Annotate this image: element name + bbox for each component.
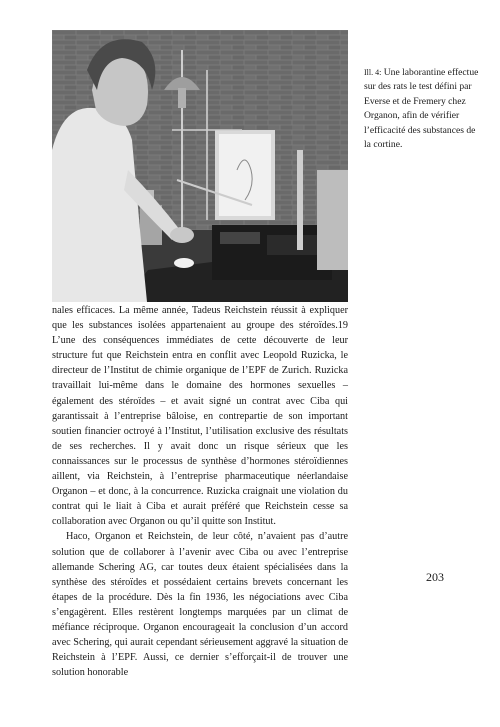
body-paragraph-1: nales efficaces. La même année, Tadeus Reichstein réussit à expliquer que les substances isolées appartenaient au groupe des stéroïdes.19 L’une des conséquences immédiates de cette découverte de leur structure fut que Reichstein entra en conflit avec Leopold Ruzicka, le directeur de l’Institut de chimie organique de l’EPF de Zurich. Ruzicka travaillait lui-même dans le domaine des hormones sexuelles – également des stéroïdes – et avait signé un contrat avec Ciba qui garantissait à l’entreprise bâloise, en contrepartie de son important soutien financier octroyé à l’Institut, l’utilisation exclusive des résultats de ses recherches. Il y avait donc un risque sérieux que les connaissances sur le processus de synthèse d’hormones stéroïdiennes aillent, via Reichstein, à l’entreprise pharmaceutique néerlandaise Organon – et donc, à la concurrence. Ruzicka craignait une violation du contrat qui le liait à Ciba et aurait préféré que Reichstein cesse sa collaboration avec Organon ou qu’il quitte son Institut.: [52, 305, 348, 528]
page-number: 203: [426, 570, 444, 584]
figure-caption-ref: Ill. 4:: [364, 68, 382, 77]
laboratory-photo-illustration: [52, 30, 348, 302]
figure-caption-text: Une laborantine effectue sur des rats le test défini par Everse et de Fremery chez Organon, afin de vérifier l’efficacité des substances de la cortine.: [364, 67, 479, 151]
body-paragraph-2: Haco, Organon et Reichstein, de leur côté, n’avaient pas d’autre solution que de collaborer à l’avenir avec Ciba ou avec l’entreprise allemande Schering AG, car toutes deux étaient spécialisées dans la synthèse des stéroïdes et possédaient certains brevets concernant les étapes de la procédure. Dès la fin 1936, les négociations avec Ciba s’engagèrent. Elles restèrent longtemps marquées par un climat de méfiance réciproque. Organon encourageait la conclusion d’un accord avec Schering, qui aurait cependant sérieusement aggravé la situation de Reichstein à l’EPF. Aussi, ce dernier s’efforçait-il de trouver une solution honorable: [52, 531, 348, 679]
body-text: [52, 303, 348, 680]
laboratory-photo: [52, 30, 348, 302]
figure-caption: [364, 66, 480, 152]
